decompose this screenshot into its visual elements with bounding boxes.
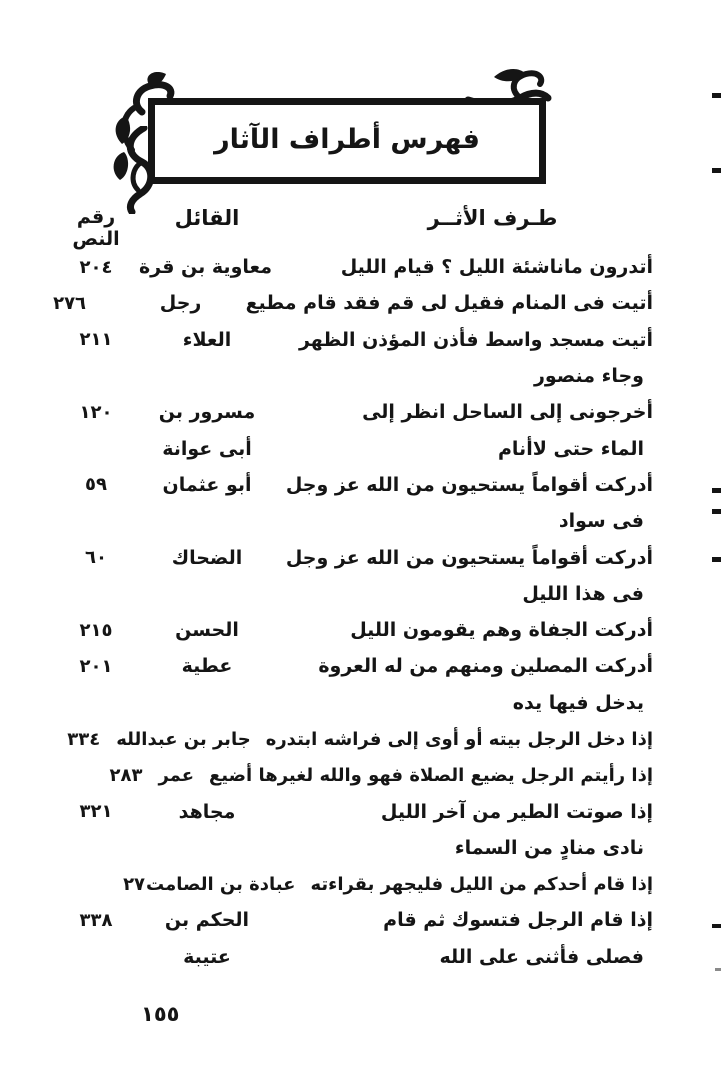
athar-text: أتدرون ماناشئة الليل ؟ قيام الليل bbox=[340, 256, 653, 279]
index-row-continuation bbox=[50, 430, 653, 466]
athar-text: إذا صوتت الطير من آخر الليل bbox=[380, 800, 653, 823]
index-row-continuation bbox=[50, 685, 653, 721]
index-row bbox=[50, 793, 653, 829]
athar-text: أدركت المصلين ومنهم من له العروة bbox=[318, 655, 653, 678]
text-number: ٢٧٦ bbox=[53, 292, 87, 314]
text-number: ٣٢١ bbox=[79, 801, 113, 823]
text-number: ٢٠٤ bbox=[79, 256, 113, 278]
athar-text: وجاء منصور bbox=[533, 365, 644, 388]
athar-text: فصلى فأثنى على الله bbox=[439, 945, 644, 968]
index-row bbox=[50, 394, 653, 430]
index-row-continuation bbox=[50, 503, 653, 539]
header-text-number: رقم النص bbox=[72, 206, 120, 250]
speaker-name: الحسن bbox=[175, 619, 239, 642]
speaker-name: رجل bbox=[159, 292, 202, 315]
index-row-continuation bbox=[50, 939, 653, 975]
index-row bbox=[50, 757, 653, 793]
scan-artifact bbox=[712, 557, 721, 562]
text-number: ٢٧ bbox=[123, 873, 146, 895]
title-frame bbox=[148, 98, 546, 184]
athar-text: إذا قام الرجل فتسوك ثم قام bbox=[383, 909, 653, 932]
speaker-name: الضحاك bbox=[171, 546, 243, 569]
athar-text: إذا دخل الرجل بيته أو أوى إلى فراشه ابتدره bbox=[265, 728, 653, 750]
text-number: ٢١٥ bbox=[79, 619, 113, 641]
scan-artifact bbox=[715, 968, 721, 971]
index-row bbox=[50, 721, 653, 757]
text-number: ١٢٠ bbox=[79, 401, 113, 423]
index-rows bbox=[50, 249, 653, 975]
speaker-name: جابر بن عبدالله bbox=[116, 728, 251, 750]
athar-text: إذا قام أحدكم من الليل فليجهر بقراءته bbox=[310, 873, 653, 895]
index-row bbox=[50, 467, 653, 503]
speaker-name: معاوية بن قرة bbox=[138, 256, 272, 279]
index-row-continuation bbox=[50, 830, 653, 866]
speaker-name: عتيبة bbox=[183, 945, 231, 968]
index-row bbox=[50, 612, 653, 648]
athar-text: يدخل فيها يده bbox=[512, 691, 644, 714]
text-number: ٢٨٣ bbox=[109, 764, 143, 786]
index-column-headers bbox=[50, 206, 653, 250]
scan-artifact bbox=[712, 509, 721, 514]
index-row bbox=[50, 902, 653, 938]
speaker-name: الحكم بن bbox=[164, 909, 250, 932]
page-title: فهرس أطراف الآثار bbox=[214, 123, 480, 155]
index-row bbox=[50, 249, 653, 285]
scan-artifact bbox=[712, 924, 721, 928]
index-row bbox=[50, 322, 653, 358]
speaker-name: أبو عثمان bbox=[162, 473, 252, 496]
text-number: ٦٠ bbox=[85, 547, 107, 569]
athar-text: أدركت الجفاة وهم يقومون الليل bbox=[350, 619, 653, 642]
header-athar-text: طـرف الأثــر bbox=[427, 206, 558, 230]
athar-text: أتيت مسجد واسط فأذن المؤذن الظهر bbox=[298, 328, 653, 351]
athar-text: أدركت أقواماً يستحيون من الله عز وجل bbox=[285, 473, 653, 496]
athar-text: فى هذا الليل bbox=[522, 582, 644, 605]
index-row bbox=[50, 648, 653, 684]
athar-text: أدركت أقواماً يستحيون من الله عز وجل bbox=[285, 546, 653, 569]
speaker-name: عطية bbox=[181, 655, 233, 678]
scan-artifact bbox=[712, 168, 721, 173]
speaker-name: مجاهد bbox=[178, 800, 236, 823]
text-number: ٢٠١ bbox=[79, 655, 113, 677]
page-number: ١٥٥ bbox=[141, 1002, 180, 1026]
speaker-name: عمر bbox=[158, 764, 195, 786]
speaker-name: عبادة بن الصامت bbox=[146, 873, 296, 895]
athar-text: فى سواد bbox=[558, 510, 644, 533]
text-number: ٢١١ bbox=[79, 329, 113, 351]
index-row-continuation bbox=[50, 576, 653, 612]
athar-text: إذا رأيتم الرجل يضيع الصلاة فهو والله لغيرها أضيع bbox=[209, 764, 653, 786]
scan-artifact bbox=[712, 93, 721, 98]
athar-text: أخرجونى إلى الساحل انظر إلى bbox=[362, 401, 653, 424]
text-number: ٣٣٤ bbox=[67, 728, 101, 750]
speaker-name: مسرور بن bbox=[158, 401, 256, 424]
athar-text: الماء حتى لاأنام bbox=[498, 437, 644, 460]
index-row-continuation bbox=[50, 358, 653, 394]
speaker-name: العلاء bbox=[182, 328, 232, 351]
text-number: ٥٩ bbox=[85, 474, 107, 496]
index-row bbox=[50, 866, 653, 902]
athar-text: أتيت فى المنام فقيل لى قم فقد قام مطيع bbox=[245, 292, 653, 315]
header-speaker: القائل bbox=[174, 206, 240, 230]
athar-text: نادى منادٍ من السماء bbox=[454, 836, 644, 859]
speaker-name: أبى عوانة bbox=[162, 437, 252, 460]
index-row bbox=[50, 285, 653, 321]
index-row bbox=[50, 539, 653, 575]
text-number: ٣٣٨ bbox=[79, 909, 113, 931]
scan-artifact bbox=[712, 488, 721, 493]
